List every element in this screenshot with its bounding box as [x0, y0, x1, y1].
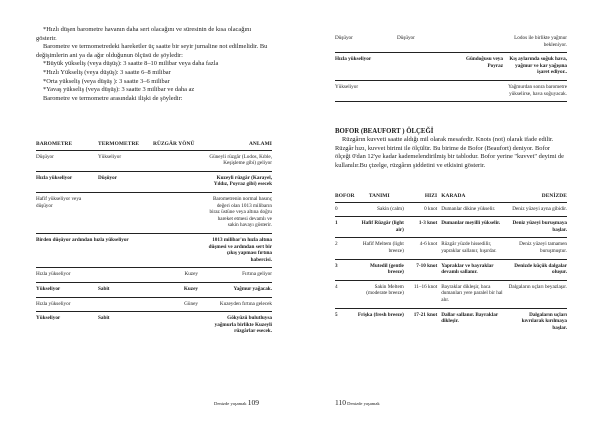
cell-termometre: Yükseliyor [98, 150, 153, 171]
cell-bofor: 1 [335, 217, 355, 238]
table-row [36, 192, 272, 233]
table-row [335, 202, 567, 217]
header-ruzgar-yonu: RÜZGÂR YÖNÜ [153, 140, 208, 150]
cell-bofor: 0 [335, 202, 355, 217]
cell-anlami: Kış aylarında soğuk hava, yağmur ve kar yağışına işaret ediyor.. [507, 53, 567, 81]
cell-bofor: 3 [335, 259, 355, 280]
cell-termometre [98, 268, 153, 283]
header-hizi: HIZI [404, 192, 441, 202]
cell-termometre [98, 192, 153, 233]
cell-termometre: Düşüyor [397, 32, 452, 53]
cell-denizde: Denizde küçük dalgalar oluşur. [506, 259, 567, 280]
cell-termometre: Sabit [98, 282, 153, 297]
cell-ruzgar [153, 150, 208, 171]
cell-denizde: Dalgaların uçları beyazlaşır. [506, 280, 567, 308]
cell-barometre: Hızla yükseliyor [36, 297, 98, 312]
bullet-item: *Büyük yükseliş (veya düşüş): 3 saatte 8–10 milibar veya daha fazla [43, 60, 219, 68]
cell-anlami: Gökyüzü bulutluysa yağmurla birlikte Kuzeyli rüzgârlar esecek. [214, 315, 272, 335]
running-title: Denizde yaşamak [347, 401, 380, 406]
header-anlami: ANLAMI [208, 140, 272, 150]
section-paragraph: Rüzgârın kuvveti saatte aldığı mil olarak mesafedir. Knots (not) olarak ifade edilir. Rüzgâr hızı, kuvvet birimi ile ölçülür. Bu birime de Bofor (Beaufort) deniyor. Bofor ölçeği 0'dan 12'ye kadar kademelendirilmiş bir tablodur. Bofor yerine "kuvvet" deyimi de kullanılır.Bu çizelge, rüzgârın şiddetini ve etkisini gösterir. [335, 136, 564, 169]
cell-ruzgar [153, 312, 208, 339]
cell-hizi: 11–16 knot [404, 280, 441, 308]
table-row [335, 32, 567, 53]
table-row [36, 297, 272, 312]
left-page [36, 0, 272, 427]
cell-barometre: Yükseliyor [335, 80, 397, 101]
table-row [36, 233, 272, 267]
right-page [335, 0, 567, 427]
table-row [335, 280, 567, 308]
cell-ruzgar [153, 192, 208, 233]
cell-termometre [397, 53, 452, 81]
bullet-item: *Orta yükseliş (veya düşüş ): 3 saatte 3–6 milibar [43, 77, 170, 85]
cell-barometre: Hızla yükseliyor [36, 268, 98, 283]
page-number: 109 [247, 398, 259, 407]
cell-anlami: Fırtına geliyor [208, 268, 272, 283]
cell-karada: Dumanlar meyilli yükselir. [441, 217, 506, 238]
cell-barometre: Yükseliyor [36, 282, 98, 297]
cell-bofor: 5 [335, 311, 338, 318]
cell-anlami: Kuzeyden fırtına gelecek [208, 297, 272, 312]
cell-barometre: Düşüyor [36, 150, 98, 171]
cell-karada: Rüzgâr yüzde hissedilir, yapraklar sallanır, hışırdar. [441, 238, 506, 259]
cell-bofor: 4 [335, 280, 355, 308]
table-row [335, 308, 567, 335]
cell-tanimi: Mutedil (gentle breeze) [355, 259, 404, 280]
cell-bofor: 2 [335, 238, 355, 259]
cell-hizi: 1-3 knot [404, 217, 441, 238]
page-footer [335, 398, 380, 407]
cell-anlami: Yağmurdan sonra barometre yükselirse, hava soğuyacak. [507, 80, 567, 101]
cell-ruzgar: Gündoğusu veya Poyraz [452, 53, 507, 81]
header-termometre: TERMOMETRE [98, 140, 153, 150]
header-denizde: DENİZDE [506, 192, 567, 202]
table-row [36, 268, 272, 283]
cell-ruzgar [452, 32, 507, 53]
intro-paragraph: *Hızlı düşen barometre havanın daha sert olacağını ve süresinin de kısa olacağını gösterir. [36, 26, 252, 42]
cell-ruzgar [452, 80, 507, 101]
cell-ruzgar: Kuzey [153, 268, 208, 283]
table-row [335, 238, 567, 259]
header-karada: KARADA [441, 192, 506, 202]
intro-paragraph: Barometre ve termometredeki hareketler üç saatte bir seyir jurnaline not edilmelidir. Bu değişimlerin ani ya da ağır olduğunun ölçüsü de şöyledir: [36, 43, 268, 59]
table-row [36, 312, 272, 339]
bullet-item: *Hızlı Yükseliş (veya düşüş): 3 saatte 6–8 milibar [43, 68, 171, 76]
cell-karada: Dallar sallanır. Bayraklar dikleşir. [441, 311, 499, 325]
table-row [335, 259, 567, 280]
cell-tanimi: Hafif Meltem (light breeze) [355, 238, 404, 259]
beaufort-table [335, 192, 567, 335]
cell-barometre: Yükseliyor [36, 315, 61, 322]
cell-karada: Yapraklar ve bayraklar devamlı sallanır. [441, 259, 506, 280]
table-row [335, 53, 567, 81]
cell-ruzgar [153, 171, 208, 192]
page-footer [214, 398, 259, 407]
cell-anlami: Güneyli rüzgâr (Lodos, Kıble, Keşişleme gibi) geliyor [208, 150, 272, 171]
cell-anlami: Lodos ile birlikte yağmur bekleniyor. [507, 32, 567, 53]
cell-denizde: Deniz yüzeyi ayna gibidir. [506, 202, 567, 217]
table-row [335, 217, 567, 238]
cell-termometre: Sabit [98, 315, 110, 322]
header-barometre: BAROMETRE [36, 140, 98, 150]
cell-ruzgar [153, 233, 208, 267]
cell-tanimi: Sakin (calm) [355, 202, 404, 217]
cell-termometre: Düşüyor [98, 171, 153, 192]
cell-hizi: 7-10 knot [404, 259, 441, 280]
barometer-table [36, 140, 272, 339]
cell-barometre: Düşüyor [335, 32, 397, 53]
cell-barometre: Birden düşüyor ardından hızla yükseliyor [36, 233, 153, 267]
cell-denizde: Deniz yüzeyi buruşmaya başlar. [506, 217, 567, 238]
page-number: 110 [335, 398, 346, 407]
cell-anlami: Barometrenin normal basınç değeri olan 1013 milibarın biraz üstüne veya altına doğru hareket etmesi devamlı ve sakin havayı gösterir. [208, 192, 272, 233]
closing-line: Barometre ve termometre arasındaki ilişki de şöyledir: [43, 94, 183, 102]
cell-ruzgar: Güney [153, 297, 208, 312]
cell-hizi: 17-21 knot [413, 311, 438, 318]
barometer-table-continued [335, 32, 567, 102]
table-row [36, 150, 272, 171]
cell-anlami: 1013 milibar'ın hızla altına düşmesi ve ardından sert bir çıkış yapması fırtına habercisi. [208, 233, 272, 267]
cell-denizde: Deniz yüzeyi tamamen buruşmuştur. [506, 238, 567, 259]
cell-tanimi: Frişka (fresh breeze) [357, 311, 404, 318]
beaufort-section [335, 122, 567, 170]
cell-ruzgar: Kuzey [153, 282, 208, 297]
cell-anlami: Kuzeyli rüzgâr (Karayel, Yıldız, Poyraz gibi) esecek [208, 171, 272, 192]
header-bofor: BOFOR [335, 192, 355, 202]
cell-karada: Dumanlar dikine yükselir. [441, 202, 506, 217]
cell-hizi: 0 knot [404, 202, 441, 217]
table-header-row [335, 192, 567, 202]
cell-termometre [397, 80, 452, 101]
intro-text [36, 26, 272, 103]
cell-anlami: Yağmur yağacak. [208, 282, 272, 297]
table-row [335, 80, 567, 101]
table-header-row [36, 140, 272, 150]
cell-barometre: Hızla yükseliyor [335, 53, 397, 81]
cell-karada: Bayraklar dikleşir, baca dumanları yere paralel bir hal alır. [441, 280, 506, 308]
cell-hizi: 4-6 knot [404, 238, 441, 259]
table-row [36, 282, 272, 297]
cell-tanimi: Hafif Rüzgâr (light air) [355, 217, 404, 238]
cell-tanimi: Sakin Meltem (moderate breeze) [355, 280, 404, 308]
cell-denizde: Dalgaların uçları kıvrılarak kırılmaya başlar. [521, 311, 567, 331]
bullet-item: *Yavaş yükseliş (veya düşüş): 3 saatte 3 milibar ve daha az [43, 86, 195, 94]
section-title: BOFOR (BEAUFORT ) ÖLÇEĞİ [335, 128, 434, 135]
cell-barometre: Hafif yükseliyor veya düşüyor [36, 192, 98, 233]
header-tanimi: TANIMI [355, 192, 404, 202]
cell-barometre: Hızla yükseliyor [36, 171, 98, 192]
cell-termometre [98, 297, 153, 312]
table-row [36, 171, 272, 192]
running-title: Denizde yaşamak [214, 401, 247, 406]
